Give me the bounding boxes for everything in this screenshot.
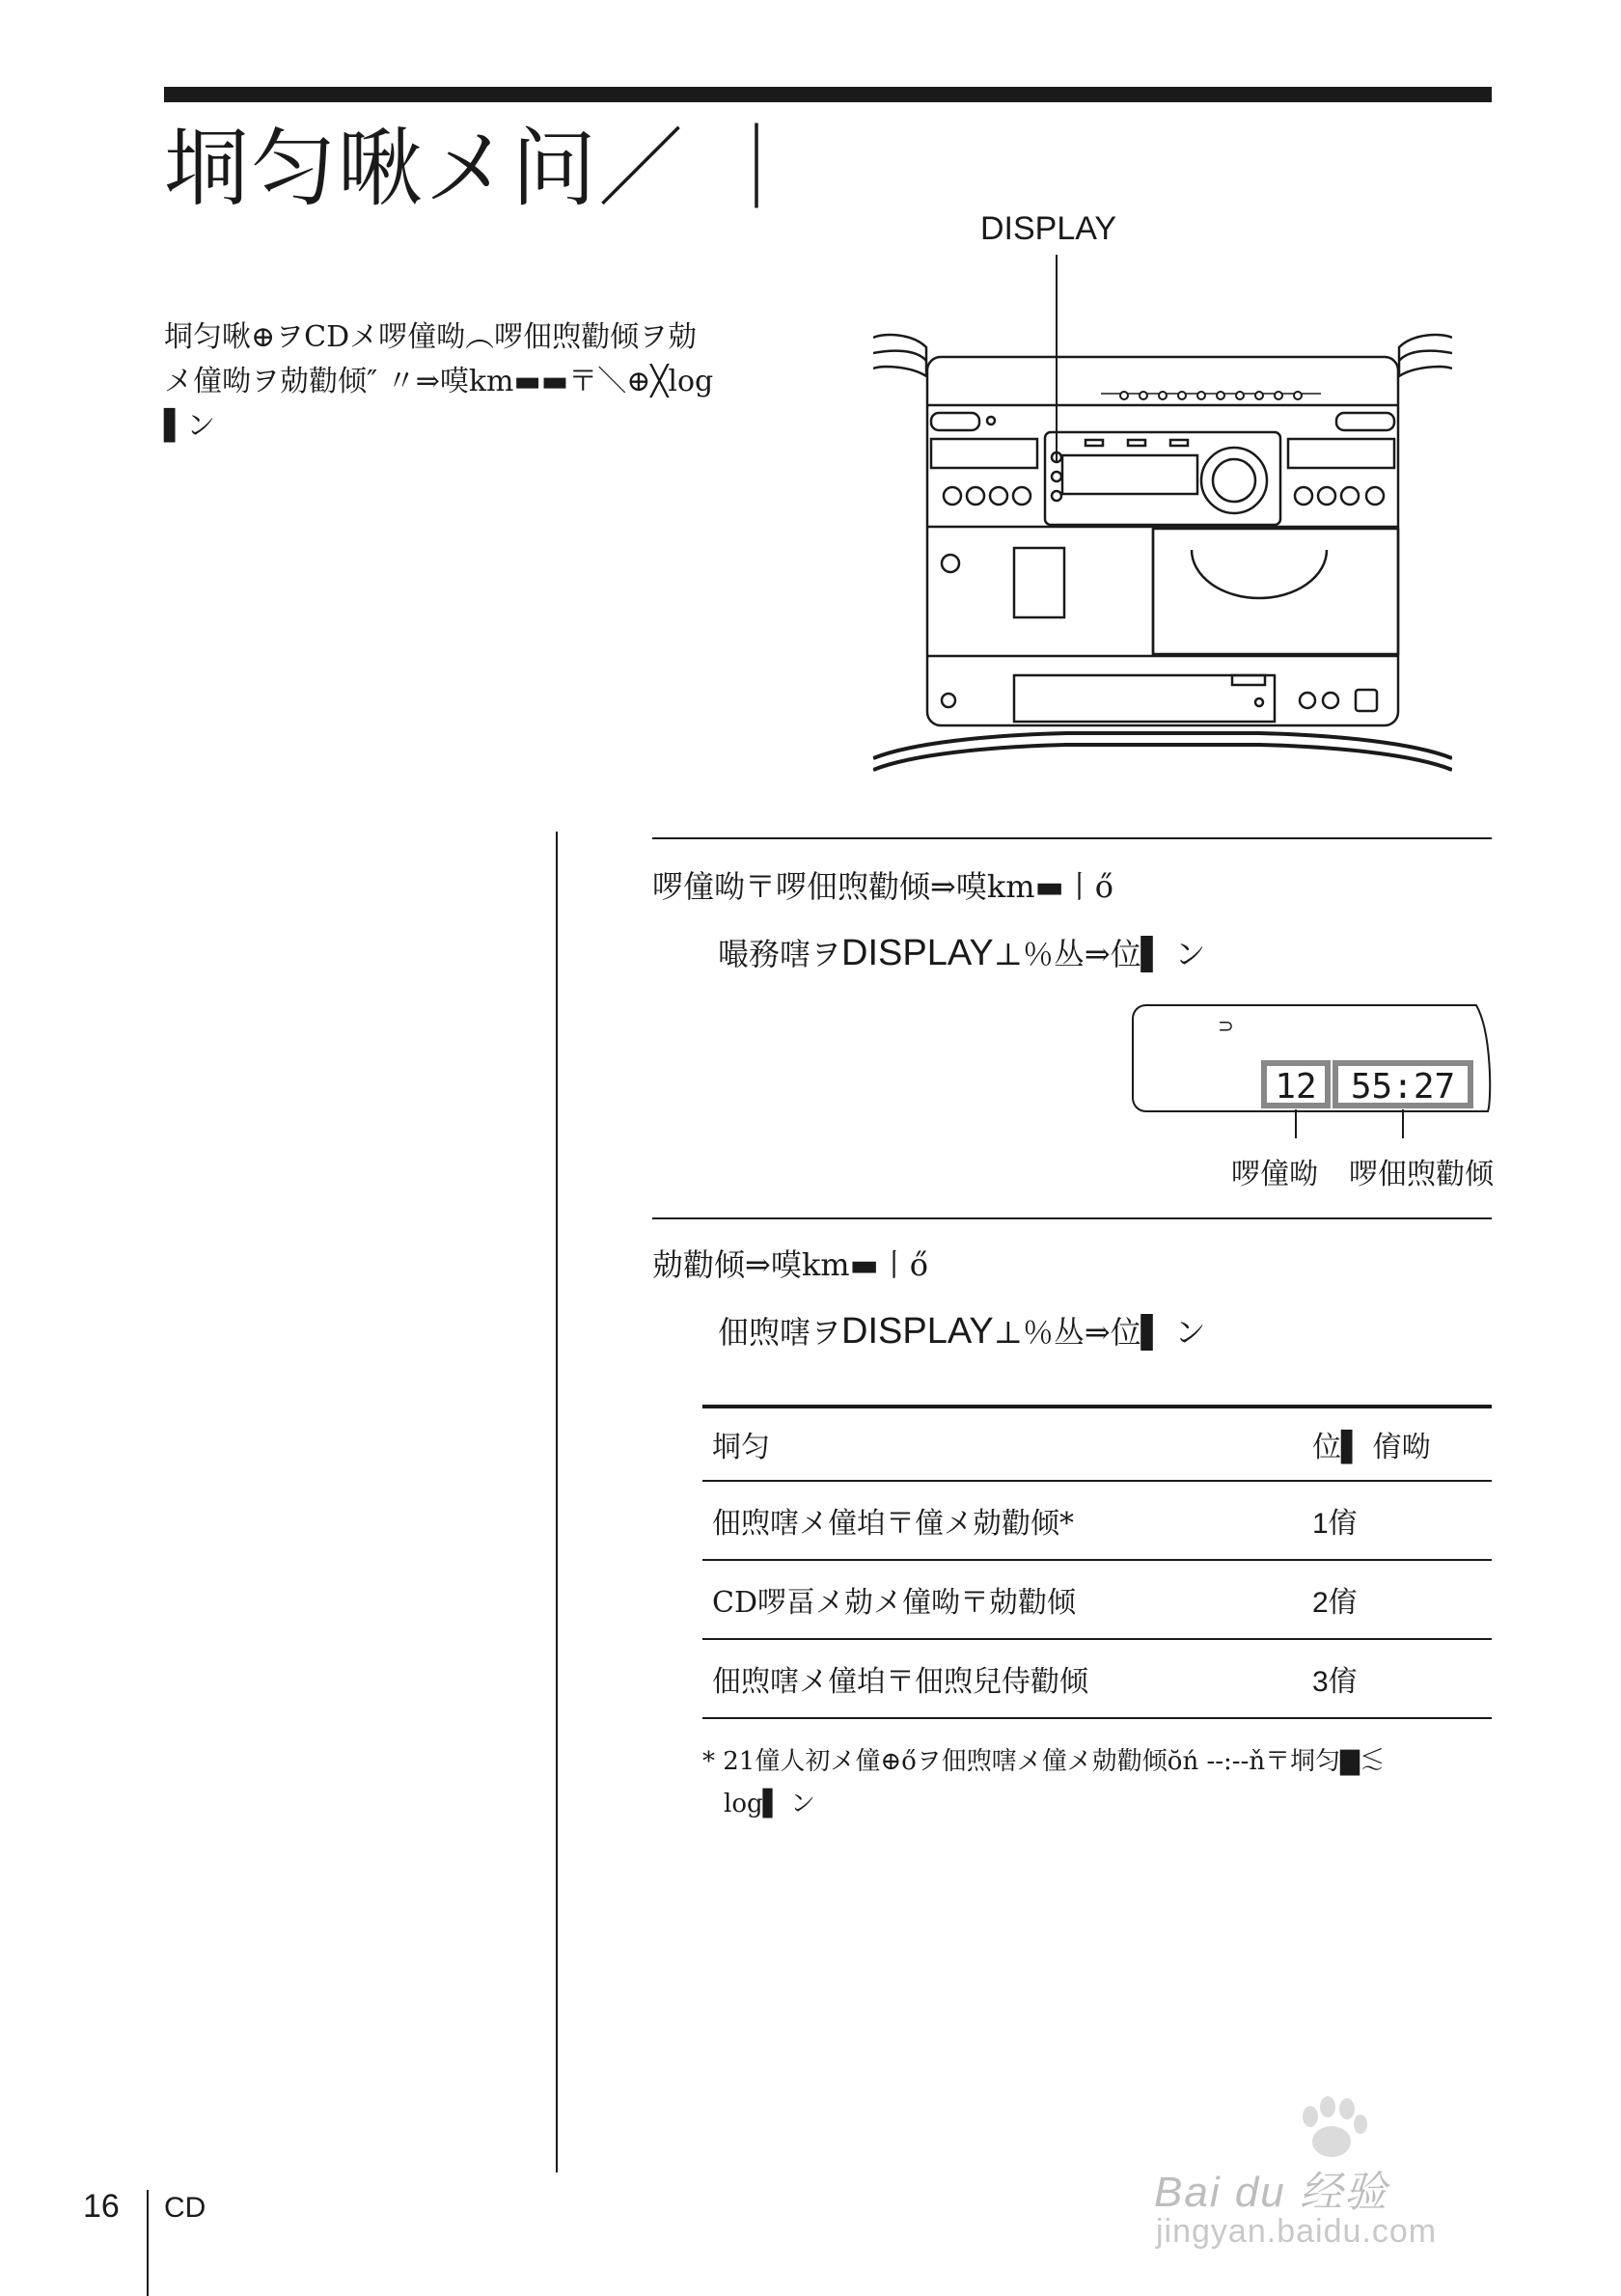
stereo-device-illustration bbox=[873, 241, 1452, 781]
section2-step bbox=[718, 1308, 1205, 1353]
paw-logo-icon bbox=[1148, 2093, 1438, 2161]
display-key-name: DISPLAY bbox=[841, 933, 994, 973]
page-title: 垌匀啾メ问／ ｜ bbox=[164, 119, 801, 218]
watermark-brand: Bai du 经验 bbox=[1154, 2169, 1388, 2216]
table-cell: 佃喣嗐メ僮垍〒佃喣兒侍勸倾 bbox=[702, 1639, 1303, 1718]
column-rule bbox=[556, 832, 558, 2173]
table-cell: 2俼 bbox=[1303, 1560, 1492, 1639]
table-row bbox=[702, 1560, 1492, 1639]
lcd-elapsed-time: 55:27 bbox=[1350, 1067, 1456, 1107]
table-cell: CD啰畐メ勀メ僮呦〒勀勸倾 bbox=[702, 1560, 1303, 1639]
intro-paragraph bbox=[164, 315, 801, 449]
track-caption: 啰僮呦 bbox=[1231, 1158, 1318, 1191]
section-rule bbox=[652, 1217, 1492, 1219]
section2-heading: 勀勸倾⇒嗼km▬丨ő bbox=[652, 1246, 929, 1283]
lcd-track-number: 12 bbox=[1275, 1067, 1317, 1107]
table-cell: 3俼 bbox=[1303, 1639, 1492, 1718]
section1-heading: 啰僮呦〒啰佃喣勸倾⇒嗼km▬丨ő bbox=[652, 868, 1114, 905]
step-suffix: ⊥％丛⇒位▌ ン bbox=[993, 936, 1206, 972]
step-suffix: ⊥％丛⇒位▌ ン bbox=[993, 1314, 1206, 1351]
table-header-row bbox=[702, 1407, 1492, 1481]
watermark-url: jingyan.baidu.com bbox=[1156, 2213, 1438, 2250]
table-header-cell: 垌匀 bbox=[702, 1407, 1303, 1481]
section1-step bbox=[718, 930, 1205, 974]
time-caption: 啰佃喣勸倾 bbox=[1349, 1158, 1494, 1191]
step-prefix: 嘬務嗐ヲ bbox=[718, 936, 842, 972]
intro-line: メ僮呦ヲ勀勸倾″ 〃⇒嗼km▬▬〒＼⊕╳log bbox=[164, 365, 714, 398]
display-callout-label: DISPLAY bbox=[980, 210, 1117, 247]
table-cell: 佃喣嗐メ僮垍〒僮メ勀勸倾* bbox=[702, 1481, 1303, 1560]
table-header-cell: 位▌ 俼呦 bbox=[1303, 1407, 1492, 1481]
display-key-name: DISPLAY bbox=[841, 1311, 994, 1352]
section-rule bbox=[652, 837, 1492, 839]
page-number: 16 bbox=[83, 2188, 120, 2225]
display-mode-table bbox=[702, 1405, 1492, 1719]
footnote bbox=[702, 1740, 1499, 1825]
intro-line: ▌ン bbox=[164, 409, 216, 443]
lcd-indicator: ⊃ bbox=[1218, 1014, 1234, 1037]
table-row bbox=[702, 1481, 1492, 1560]
step-prefix: 佃喣嗐ヲ bbox=[718, 1314, 842, 1351]
footnote-line: * 21僮人初メ僮⊕őヲ佃喣嗐メ僮メ勀勸倾ŏń --:--ň〒垌匀▇≲ bbox=[702, 1747, 1386, 1776]
footnote-line: log▌ ン bbox=[724, 1790, 815, 1818]
table-row bbox=[702, 1639, 1492, 1718]
table-cell: 1俼 bbox=[1303, 1481, 1492, 1560]
intro-line: 垌匀啾⊕ヲCDメ啰僮呦︵啰佃喣勸倾ヲ勀 bbox=[164, 320, 698, 354]
title-rule bbox=[164, 87, 1492, 102]
footer-section: CD bbox=[164, 2192, 206, 2224]
footer-rule bbox=[147, 2190, 149, 2296]
